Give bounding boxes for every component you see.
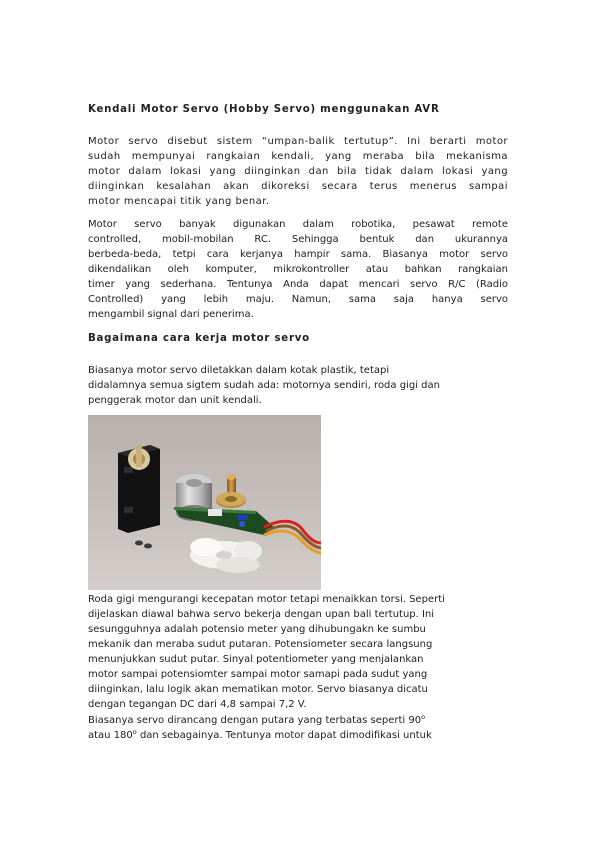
text-line: sudah mempunyai rangkaian kendali, yang meraba bila mekanisma <box>88 151 508 162</box>
section-heading: Bagaimana cara kerja motor servo <box>88 333 310 344</box>
text-line: motor sampai potensiomter sampai motor samapi pada sudut yang <box>88 669 428 680</box>
text-line: Controlled) yang lebih maju. Namun, sama saja hanya servo <box>88 294 508 305</box>
text-line: dengan tegangan DC dari 4,8 sampai 7,2 V. <box>88 699 307 710</box>
text-line: Roda gigi mengurangi kecepatan motor tetapi menaikkan torsi. Seperti <box>88 594 445 605</box>
paragraph-housing <box>88 363 508 408</box>
text-line: Motor servo banyak digunakan dalam robotika, pesawat remote <box>88 219 508 230</box>
text-line: controlled, mobil-mobilan RC. Sehingga bentuk dan ukurannya <box>88 234 508 245</box>
text-line: Biasanya motor servo diletakkan dalam kotak plastik, tetapi <box>88 365 390 376</box>
rotation-text-b: atau 180 <box>88 730 133 741</box>
text-line: dikendalikan oleh komputer, mikrokontroller atau bahkan rangkaian <box>88 264 508 275</box>
document-title: Kendali Motor Servo (Hobby Servo) menggunakan AVR <box>88 104 440 115</box>
degree-mark: o <box>421 713 426 721</box>
text-line <box>88 713 508 728</box>
text-line: motor dalam lokasi yang diinginkan dan bila tidak dalam lokasi yang <box>88 166 508 177</box>
text-line: mekanik dan meraba sudut putaran. Potensiometer secara langsung <box>88 639 433 650</box>
text-line: menunjukkan sudut putar. Sinyal potentiometer yang menjalankan <box>88 654 424 665</box>
paragraph-intro <box>88 134 508 209</box>
degree-mark: o <box>132 728 137 736</box>
text-line: mengambil signal dari penerima. <box>88 309 254 320</box>
servo-parts-photo <box>88 415 321 590</box>
text-line: diinginkan kesalahan akan dikoreksi secara terus menerus sampai <box>88 181 508 192</box>
text-line: Motor servo disebut sistem “umpan-balik tertutup”. Ini berarti motor <box>88 136 508 147</box>
text-line <box>88 728 508 743</box>
text-line: penggerak motor dan unit kendali. <box>88 395 262 406</box>
text-line: berbeda-beda, tetpi cara kerjanya hampir sama. Biasanya motor servo <box>88 249 508 260</box>
rotation-text-a: Biasanya servo dirancang dengan putara yang terbatas seperti 90 <box>88 715 422 726</box>
text-line: timer yang sederhana. Tentunya Anda dapat mencari servo R/C (Radio <box>88 279 508 290</box>
rotation-text-c: dan sebagainya. Tentunya motor dapat dimodifikasi untuk <box>136 730 432 741</box>
text-line: sesungguhnya adalah potensio meter yang dihubungakn ke sumbu <box>88 624 426 635</box>
text-line: motor mencapai titik yang benar. <box>88 196 270 207</box>
text-line: didalamnya semua sigtem sudah ada: motornya sendiri, roda gigi dan <box>88 380 440 391</box>
paragraph-usage <box>88 217 508 322</box>
text-line: dijelaskan diawal bahwa servo bekerja dengan upan bali tertutup. Ini <box>88 609 435 620</box>
paragraph-rotation <box>88 713 508 743</box>
paragraph-gears <box>88 592 508 712</box>
text-line: diinginkan, lalu logik akan mematikan motor. Servo biasanya dicatu <box>88 684 428 695</box>
